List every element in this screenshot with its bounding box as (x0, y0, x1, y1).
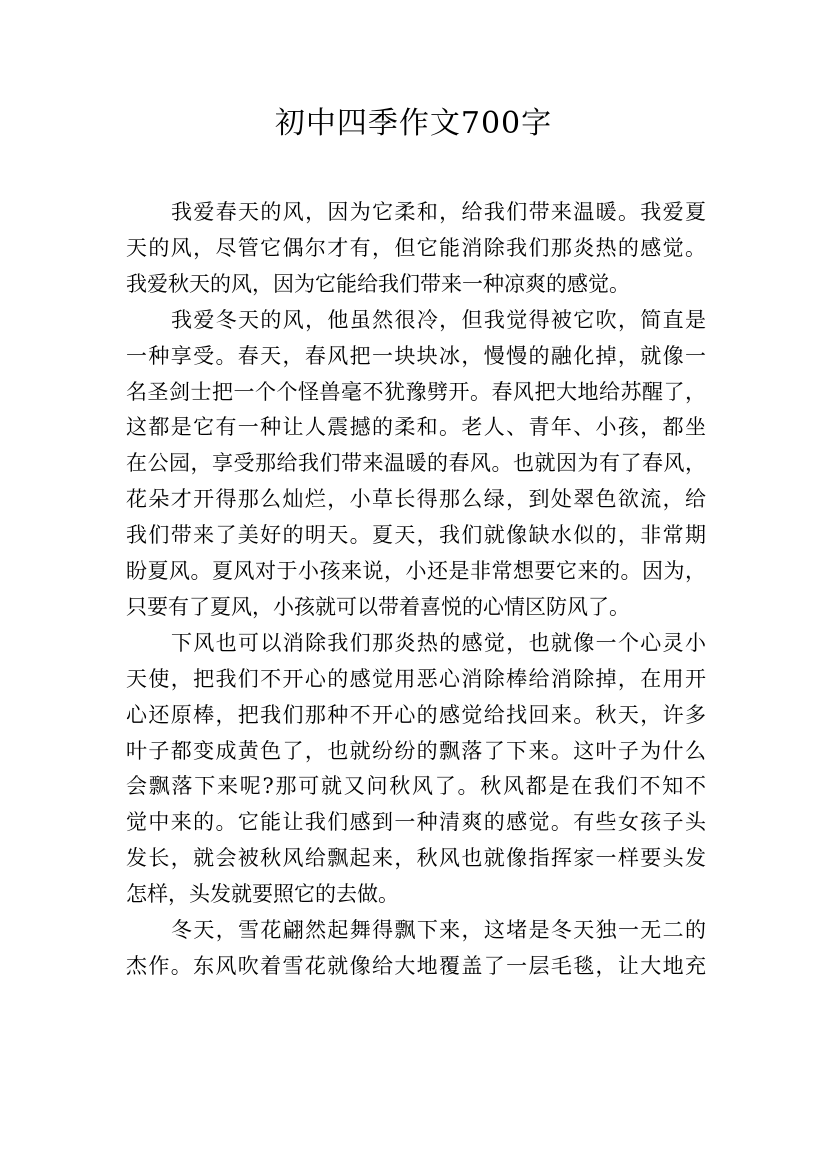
text-line: 在公园，享受那给我们带来温暖的春风。也就因为有了春风， (126, 451, 706, 476)
text-line: 我爱秋天的风，因为它能给我们带来一种凉爽的感觉。 (126, 271, 630, 296)
text-line: 我爱冬天的风，他虽然很冷，但我觉得被它吹，简直是 (171, 307, 706, 332)
text-line: 怎样，头发就要照它的去做。 (126, 882, 399, 907)
text-line: 盼夏风。夏风对于小孩来说，小还是非常想要它来的。因为， (126, 559, 706, 583)
text-line: 杰作。东风吹着雪花就像给大地覆盖了一层毛毯，让大地充 (126, 953, 706, 978)
text-line: 我爱春天的风，因为它柔和，给我们带来温暖。我爱夏 (171, 200, 706, 224)
text-line: 冬天，雪花翩然起舞得飘下来，这堵是冬天独一无二的 (171, 918, 706, 942)
text-line: 叶子都变成黄色了，也就纷纷的飘落了下来。这叶子为什么 (126, 738, 706, 763)
text-line: 觉中来的。它能让我们感到一种清爽的感觉。有些女孩子头 (126, 810, 706, 835)
text-line: 会飘落下来呢?那可就又问秋风了。秋风都是在我们不知不 (126, 774, 706, 799)
document-title: 初中四季作文700字 (274, 106, 553, 141)
text-line: 心还原棒，把我们那种不开心的感觉给找回来。秋天，许多 (126, 702, 706, 727)
text-line: 名圣剑士把一个个怪兽毫不犹豫劈开。春风把大地给苏醒了， (126, 379, 706, 404)
text-line: 天使，把我们不开心的感觉用恶心消除棒给消除掉，在用开 (126, 666, 706, 691)
text-line: 我们带来了美好的明天。夏天，我们就像缺水似的，非常期 (126, 523, 706, 548)
text-line: 下风也可以消除我们那炎热的感觉，也就像一个心灵小 (171, 630, 706, 655)
text-line: 天的风，尽管它偶尔才有，但它能消除我们那炎热的感觉。 (126, 235, 706, 260)
text-line: 一种享受。春天，春风把一块块冰，慢慢的融化掉，就像一 (126, 343, 706, 368)
text-line: 只要有了夏风，小孩就可以带着喜悦的心情区防风了。 (126, 594, 630, 619)
text-line: 花朵才开得那么灿烂，小草长得那么绿，到处翠色欲流，给 (126, 487, 706, 512)
text-line: 发长，就会被秋风给飘起来，秋风也就像指挥家一样要头发 (126, 846, 706, 871)
text-line: 这都是它有一种让人震撼的柔和。老人、青年、小孩，都坐 (126, 415, 706, 440)
